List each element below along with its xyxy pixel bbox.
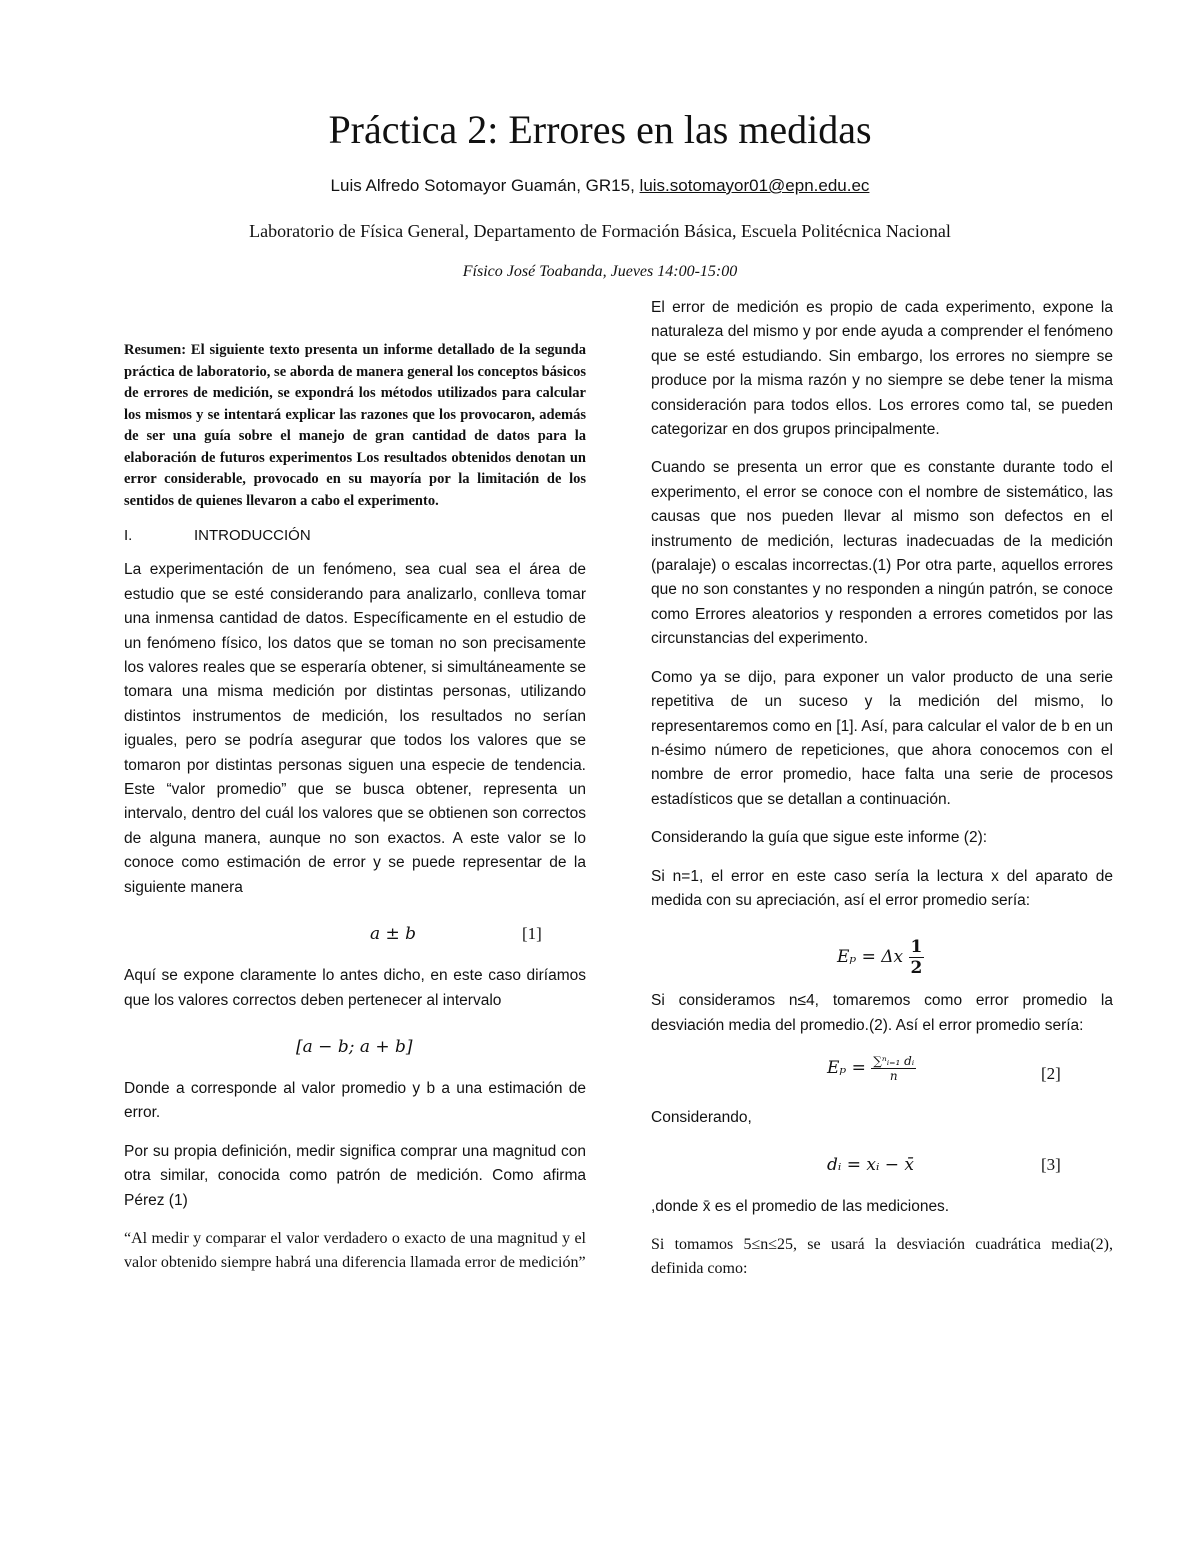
equation-3 bbox=[651, 1145, 1113, 1185]
equation-1 bbox=[124, 914, 586, 954]
equation-2-tag: [2] bbox=[1041, 1064, 1061, 1084]
right-paragraph-8: ,donde x̄ es el promedio de las mediciones. bbox=[651, 1197, 950, 1215]
left-column bbox=[124, 296, 586, 1290]
author-name: Luis Alfredo Sotomayor Guamán, GR15, bbox=[330, 176, 640, 195]
sum-denominator: n bbox=[889, 1069, 898, 1084]
section-heading bbox=[124, 524, 586, 548]
intro-paragraph-3: Donde a corresponde al valor promedio y b a una estimación de error. bbox=[124, 1079, 586, 1122]
right-column bbox=[651, 296, 1113, 1296]
author-email-link[interactable]: luis.sotomayor01@epn.edu.ec bbox=[639, 176, 870, 195]
abstract: Resumen: El siguiente texto presenta un informe detallado de la segunda práctica de laboratorio, se aborda de manera general los conceptos básicos de errores de medición, se expondrá los métodos utilizados para calcular los mismos y se intentará explicar las razones que los provocaron, además de ser una guía sobre el manejo de gran cantidad de datos para la elaboración de futuros experimentos Los resultados obtenidos denotan un error considerable, provocado en su mayoría por la limitación de los sentidos de quienes llevaron a cabo el experimento. bbox=[124, 342, 586, 509]
right-paragraph-4: Considerando la guía que sigue este informe (2): bbox=[651, 829, 988, 847]
affiliation: Laboratorio de Física General, Departamento de Formación Básica, Escuela Politécnica Nacional bbox=[249, 221, 951, 241]
equation-1-tag: [1] bbox=[522, 924, 542, 944]
sum-numerator: ∑ⁿᵢ₌₁ dᵢ bbox=[873, 1054, 915, 1069]
equation-single-error bbox=[651, 927, 1113, 979]
intro-paragraph-2: Aquí se expone claramente lo antes dicho, en este caso diríamos que los valores correctos deben pertenecer al intervalo bbox=[124, 967, 586, 1009]
fraction-sum-over-n bbox=[871, 1054, 916, 1083]
equation-single-error-expression bbox=[837, 937, 924, 978]
interval-expression: [a − b; a + b] bbox=[296, 1036, 413, 1057]
equation-3-expression: dᵢ = xᵢ − x̄ bbox=[827, 1154, 915, 1175]
right-paragraph-2: Cuando se presenta un error que es constante durante todo el experimento, el error se conoce con el nombre de sistemático, las causas que nos pueden llevar al mismo son defectos en el instrumento de medición, lecturas inadecuadas de la medición (paralaje) o escalas incorrectas.(1) Por otra parte, aquellos errores que no son constantes y no responden a ningún patrón, se conoce como Errores aleatorios y responden a errores cometidos por las circunstancias del experimento. bbox=[651, 459, 1113, 648]
right-paragraph-3: Como ya se dijo, para exponer un valor producto de una serie repetitiva de un suceso y la medición del mismo, lo representaremos como en [1]. Así, para calcular el valor de b en un n-ésimo número de repeticiones, que ahora conocemos con el nombre de error promedio, hace falta una serie de procesos estadísticos que se detallan a continuación. bbox=[651, 668, 1113, 808]
equation-2-expression bbox=[827, 1054, 916, 1083]
equation-single-error-lhs: Eₚ = Δx bbox=[837, 947, 904, 968]
equation-2 bbox=[651, 1052, 1113, 1096]
equation-3-tag: [3] bbox=[1041, 1154, 1061, 1174]
right-paragraph-7: Considerando, bbox=[651, 1109, 752, 1127]
right-paragraph-5: Si n=1, el error en este caso sería la lectura x del aparato de medida con su apreciación, así el error promedio sería: bbox=[651, 867, 1113, 909]
right-paragraph-6: Si consideramos n≤4, tomaremos como error promedio la desviación media del promedio.(2). Así el error promedio sería: bbox=[651, 992, 1113, 1034]
fraction-numerator: 1 bbox=[910, 937, 923, 958]
right-paragraph-9: Si tomamos 5≤n≤25, se usará la desviación cuadrática media(2), definida como: bbox=[651, 1235, 1113, 1278]
section-number: I. bbox=[124, 527, 133, 544]
equation-2-lhs: Eₚ = bbox=[827, 1058, 872, 1079]
authors-line bbox=[0, 176, 1200, 196]
equation-interval bbox=[124, 1027, 586, 1067]
intro-paragraph-4: Por su propia definición, medir significa comprar una magnitud con otra similar, conocida como patrón de medición. Como afirma Pérez (1) bbox=[124, 1142, 586, 1209]
intro-paragraph-1: La experimentación de un fenómeno, sea cual sea el área de estudio que se esté considerando para analizarlo, conlleva tomar una inmensa cantidad de datos. Específicamente en el estudio de un fenómeno físico, los datos que se toman no son precisamente los valores reales que se esperaría obtener, si simultáneamente se tomara una misma medición por distintas personas, utilizando distintos instrumentos de medición, los resultados no serían iguales, pero se podría asegurar que todos los valores que se tomaron por distintas personas siguen una especie de tendencia. Este “valor promedio” que se busca obtener, representa un intervalo, dentro del cuál los valores que se obtienen son correctos de alguna manera, aunque no son exactos. A este valor se lo conoce como estimación de error y se puede representar de la siguiente manera bbox=[124, 561, 586, 896]
professor-line: Físico José Toabanda, Jueves 14:00-15:00 bbox=[462, 263, 738, 280]
page-title: Práctica 2: Errores en las medidas bbox=[328, 107, 872, 152]
right-paragraph-1: El error de medición es propio de cada experimento, expone la naturaleza del mismo y por ende ayuda a comprender el fenómeno que se esté estudiando. Sin embargo, los errores no siempre se produce por la misma razón y no siempre se debe tener la misma consideración para todos ellos. Los errores como tal, se pueden categorizar en dos grupos principalmente. bbox=[651, 299, 1113, 439]
section-title: INTRODUCCIÓN bbox=[194, 527, 311, 544]
equation-1-expression: a ± b bbox=[370, 924, 417, 945]
fraction-one-half bbox=[909, 937, 925, 978]
quote: “Al medir y comparar el valor verdadero o exacto de una magnitud y el valor obtenido siempre habrá una diferencia llamada error de medición” bbox=[124, 1229, 586, 1272]
fraction-denominator: 2 bbox=[910, 958, 923, 979]
